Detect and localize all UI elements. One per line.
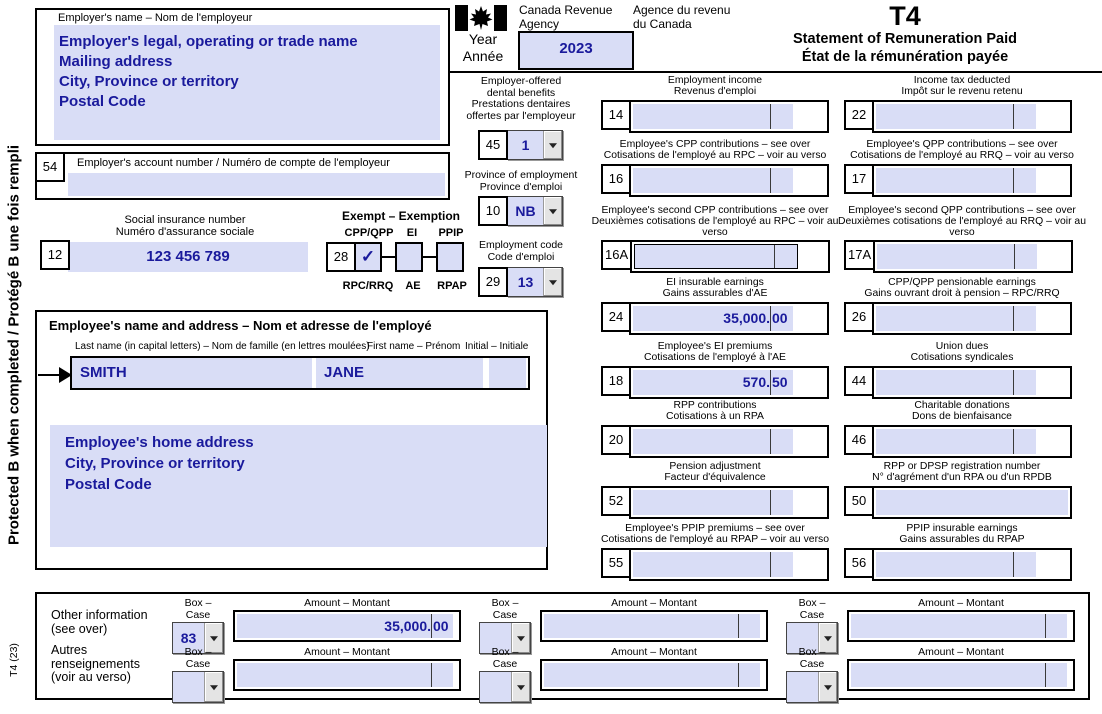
box-number-18: 18 bbox=[601, 366, 631, 396]
form-code: T4 bbox=[889, 1, 921, 31]
field-rpp-dpsp-number: RPP or DPSP registration number N° d'agrément d'un RPA ou d'un RPDB 50 bbox=[836, 462, 1088, 519]
field-ppip-insurable-earnings: PPIP insurable earnings Gains assurables du RPAP 56 bbox=[836, 524, 1088, 581]
exempt-rpcrrq-label: RPC/RRQ bbox=[342, 280, 394, 292]
year-label: Year Année bbox=[462, 31, 504, 64]
cents-divider bbox=[1045, 663, 1046, 687]
cents-divider bbox=[1013, 306, 1014, 331]
box-number-10: 10 bbox=[478, 196, 508, 226]
other-amount-input-5[interactable] bbox=[540, 659, 768, 691]
box-number-26: 26 bbox=[844, 302, 874, 332]
last-name-label: Last name (in capital letters) – Nom de famille (en lettres moulées) bbox=[75, 341, 370, 352]
box-number-54: 54 bbox=[35, 152, 65, 182]
connector-line bbox=[423, 256, 436, 258]
field-ei-insurable-earnings: EI insurable earnings Gains assurables d'AE 24 35,000 . 00 bbox=[589, 278, 841, 335]
sin-field[interactable]: 123 456 789 bbox=[68, 242, 308, 272]
field-ppip-premiums: Employee's PPIP premiums – see over Cotisations de l'employé au RPAP – voir au verso 55 bbox=[589, 524, 841, 581]
province-value: NB bbox=[515, 203, 536, 219]
employer-name-box bbox=[35, 8, 450, 146]
field-employment-income: Employment income Revenus d'emploi 14 bbox=[589, 76, 841, 133]
form-title-fr: État de la rémunération payée bbox=[801, 49, 1009, 65]
canada-flag-icon bbox=[455, 5, 507, 31]
dropdown-arrow-icon[interactable] bbox=[543, 131, 562, 159]
employee-name-pointer-icon bbox=[38, 367, 74, 383]
dropdown-arrow-icon[interactable] bbox=[543, 268, 562, 296]
employee-section bbox=[35, 310, 548, 570]
field-second-cpp-contributions: Employee's second CPP contributions – see over Deuxièmes cotisations de l'employé au RPC – voir au verso 16A bbox=[589, 206, 841, 273]
employer-account-field[interactable] bbox=[68, 173, 445, 196]
cents-divider bbox=[770, 104, 771, 129]
cents-divider bbox=[738, 663, 739, 687]
other-information-section bbox=[35, 592, 1090, 700]
form-title-en: Statement of Remuneration Paid bbox=[793, 31, 1017, 47]
cents-divider bbox=[1013, 104, 1014, 129]
initial-field[interactable] bbox=[489, 358, 526, 388]
year-field[interactable]: 2023 bbox=[518, 31, 634, 70]
employment-code-row bbox=[478, 267, 592, 297]
field-charitable-donations: Charitable donations Dons de bienfaisance 46 bbox=[836, 401, 1088, 458]
sin-row bbox=[40, 240, 308, 272]
cpp-contributions-input[interactable] bbox=[629, 164, 829, 197]
field-union-dues: Union dues Cotisations syndicales 44 bbox=[836, 342, 1088, 399]
box-number-45: 45 bbox=[478, 130, 508, 160]
other-amount-input-6[interactable] bbox=[847, 659, 1075, 691]
charitable-donations-input[interactable] bbox=[872, 425, 1072, 458]
dental-benefits-value: 1 bbox=[521, 137, 530, 153]
employment-code-label: Employment code Code d'emploi bbox=[478, 239, 564, 263]
box-number-46: 46 bbox=[844, 425, 874, 455]
field-income-tax: Income tax deducted Impôt sur le revenu retenu 22 bbox=[836, 76, 1088, 133]
cents-divider bbox=[1014, 244, 1015, 269]
agency-name-fr: Agence du revenu du Canada bbox=[633, 3, 731, 31]
field-cpp-contributions: Employee's CPP contributions – see over Cotisations de l'employé au RPC – voir au verso 16 bbox=[589, 140, 841, 197]
dropdown-arrow-icon[interactable] bbox=[818, 672, 837, 702]
second-qpp-contributions-input[interactable] bbox=[873, 240, 1073, 273]
employee-name-row bbox=[70, 356, 530, 390]
province-label: Province of employment Province d'emploi bbox=[464, 169, 578, 193]
rpp-contributions-input[interactable] bbox=[629, 425, 829, 458]
cents-divider bbox=[770, 168, 771, 193]
cents-divider bbox=[770, 490, 771, 515]
exempt-ae-label: AE bbox=[405, 280, 421, 292]
exempt-ei-label: EI bbox=[406, 227, 418, 239]
first-name-field[interactable]: JANE bbox=[316, 358, 483, 388]
other-info-entry-1: Box – Case 83 Amount – Montant 35,000 . 00 bbox=[172, 597, 461, 654]
cents-divider bbox=[431, 663, 432, 687]
field-second-qpp-contributions: Employee's second QPP contributions – see over Deuxièmes cotisations de l'employé au RRQ – voir au verso 17A bbox=[836, 206, 1088, 273]
cents-divider bbox=[1045, 614, 1046, 638]
box-number-24: 24 bbox=[601, 302, 631, 332]
dental-benefits-row bbox=[478, 130, 592, 160]
box-number-17: 17 bbox=[844, 164, 874, 194]
field-pension-adjustment: Pension adjustment Facteur d'équivalence 52 bbox=[589, 462, 841, 519]
field-ei-premiums: Employee's EI premiums Cotisations de l'employé à l'AE 18 570 . 50 bbox=[589, 342, 841, 399]
pensionable-earnings-input[interactable] bbox=[872, 302, 1072, 335]
other-info-entry-3: Box – Case Amount – Montant bbox=[786, 597, 1075, 654]
other-information-label-fr: Autres renseignements (voir au verso) bbox=[51, 643, 140, 684]
field-pensionable-earnings: CPP/QPP pensionable earnings Gains ouvrant droit à pension – RPC/RRQ 26 bbox=[836, 278, 1088, 335]
exempt-title: Exempt – Exemption bbox=[341, 209, 461, 223]
other-box-select-4[interactable] bbox=[172, 671, 224, 703]
other-info-entry-4: Box – Case Amount – Montant bbox=[172, 646, 461, 703]
dental-benefits-select[interactable] bbox=[507, 130, 563, 160]
box-number-29: 29 bbox=[478, 267, 508, 297]
box-number-52: 52 bbox=[601, 486, 631, 516]
other-information-label-en: Other information (see over) bbox=[51, 608, 148, 636]
other-amount-input-1[interactable]: 35,000 . 00 bbox=[233, 610, 461, 642]
box-number-12: 12 bbox=[40, 240, 70, 270]
other-amount-input-4[interactable] bbox=[233, 659, 461, 691]
agency-name-en: Canada Revenue Agency bbox=[519, 3, 613, 31]
box-number-22: 22 bbox=[844, 100, 874, 130]
last-name-field[interactable]: SMITH bbox=[72, 358, 312, 388]
box-number-50: 50 bbox=[844, 486, 874, 516]
box-number-14: 14 bbox=[601, 100, 631, 130]
dental-benefits-label: Employer-offered dental benefits Prestations dentaires offertes par l'employeur bbox=[466, 75, 576, 122]
province-select[interactable] bbox=[507, 196, 563, 226]
qpp-contributions-input[interactable] bbox=[872, 164, 1072, 197]
cents-divider bbox=[1013, 370, 1014, 395]
cents-divider bbox=[1013, 429, 1014, 454]
other-info-entry-2: Box – Case Amount – Montant bbox=[479, 597, 768, 654]
province-row bbox=[478, 196, 592, 226]
cents-divider bbox=[1013, 552, 1014, 577]
box-number-28: 28 bbox=[326, 242, 356, 272]
box-number-55: 55 bbox=[601, 548, 631, 578]
exempt-cppqpp-checkbox[interactable]: ✓ bbox=[354, 242, 382, 272]
dropdown-arrow-icon[interactable] bbox=[543, 197, 562, 225]
other-info-entry-5: Box – Case Amount – Montant bbox=[479, 646, 768, 703]
dropdown-arrow-icon[interactable] bbox=[204, 672, 223, 702]
box-number-16: 16 bbox=[601, 164, 631, 194]
income-tax-input[interactable] bbox=[872, 100, 1072, 133]
exempt-cppqpp-label: CPP/QPP bbox=[344, 227, 394, 239]
box-number-16a: 16A bbox=[601, 240, 632, 270]
other-info-entry-6: Box – Case Amount – Montant bbox=[786, 646, 1075, 703]
other-amount-input-2[interactable] bbox=[540, 610, 768, 642]
ppip-insurable-earnings-input[interactable] bbox=[872, 548, 1072, 581]
second-cpp-contributions-input[interactable] bbox=[630, 240, 830, 273]
employer-name-field[interactable]: Employer's legal, operating or trade name Mailing address City, Province or territory Postal Code bbox=[54, 25, 440, 140]
box-number-56: 56 bbox=[844, 548, 874, 578]
initial-label: Initial – Initiale bbox=[465, 341, 529, 352]
cents-divider bbox=[774, 245, 775, 268]
ppip-premiums-input[interactable] bbox=[629, 548, 829, 581]
box-number-20: 20 bbox=[601, 425, 631, 455]
header-divider bbox=[450, 71, 1102, 73]
connector-line bbox=[382, 256, 395, 258]
other-box-select-5[interactable] bbox=[479, 671, 531, 703]
other-box-select-6[interactable] bbox=[786, 671, 838, 703]
first-name-label: First name – Prénom bbox=[367, 341, 461, 352]
field-qpp-contributions: Employee's QPP contributions – see over Cotisations de l'employé au RRQ – voir au verso 17 bbox=[836, 140, 1088, 197]
ei-insurable-earnings-input[interactable]: 35,000 . 00 bbox=[629, 302, 829, 335]
sin-label: Social insurance number Numéro d'assurance sociale bbox=[115, 214, 255, 238]
exempt-ei-checkbox[interactable] bbox=[395, 242, 423, 272]
ei-premiums-input[interactable]: 570 . 50 bbox=[629, 366, 829, 399]
exempt-rpap-label: RPAP bbox=[437, 280, 467, 292]
dropdown-arrow-icon[interactable] bbox=[511, 672, 530, 702]
employment-code-select[interactable] bbox=[507, 267, 563, 297]
field-rpp-contributions: RPP contributions Cotisations à un RPA 20 bbox=[589, 401, 841, 458]
other-amount-input-3[interactable] bbox=[847, 610, 1075, 642]
union-dues-input[interactable] bbox=[872, 366, 1072, 399]
codes-cluster bbox=[450, 76, 592, 297]
employer-account-box bbox=[35, 152, 450, 200]
pension-adjustment-input[interactable] bbox=[629, 486, 829, 519]
cents-divider bbox=[738, 614, 739, 638]
form-version-label: T4 (23) bbox=[8, 643, 20, 677]
box-number-17a: 17A bbox=[844, 240, 875, 270]
cents-divider bbox=[1013, 168, 1014, 193]
employer-name-label: Employer's name – Nom de l'employeur bbox=[58, 12, 253, 24]
employment-income-input[interactable] bbox=[629, 100, 829, 133]
box-number-44: 44 bbox=[844, 366, 874, 396]
exempt-checkboxes bbox=[326, 242, 464, 272]
employee-address-field[interactable]: Employee's home address City, Province or territory Postal Code bbox=[50, 425, 547, 547]
exempt-ppip-label: PPIP bbox=[438, 227, 464, 239]
cents-divider bbox=[770, 429, 771, 454]
employee-section-title: Employee's name and address – Nom et adresse de l'employé bbox=[49, 318, 432, 333]
form-title bbox=[715, 2, 1095, 66]
employer-account-label: Employer's account number / Numéro de compte de l'employeur bbox=[77, 157, 390, 169]
rpp-dpsp-number-input[interactable] bbox=[872, 486, 1072, 519]
other-box-select-1[interactable]: 83 bbox=[172, 622, 224, 654]
employment-code-value: 13 bbox=[517, 274, 534, 290]
protected-b-label: Protected B when completed / Protégé B une fois rempli bbox=[5, 144, 23, 546]
cents-divider bbox=[770, 552, 771, 577]
